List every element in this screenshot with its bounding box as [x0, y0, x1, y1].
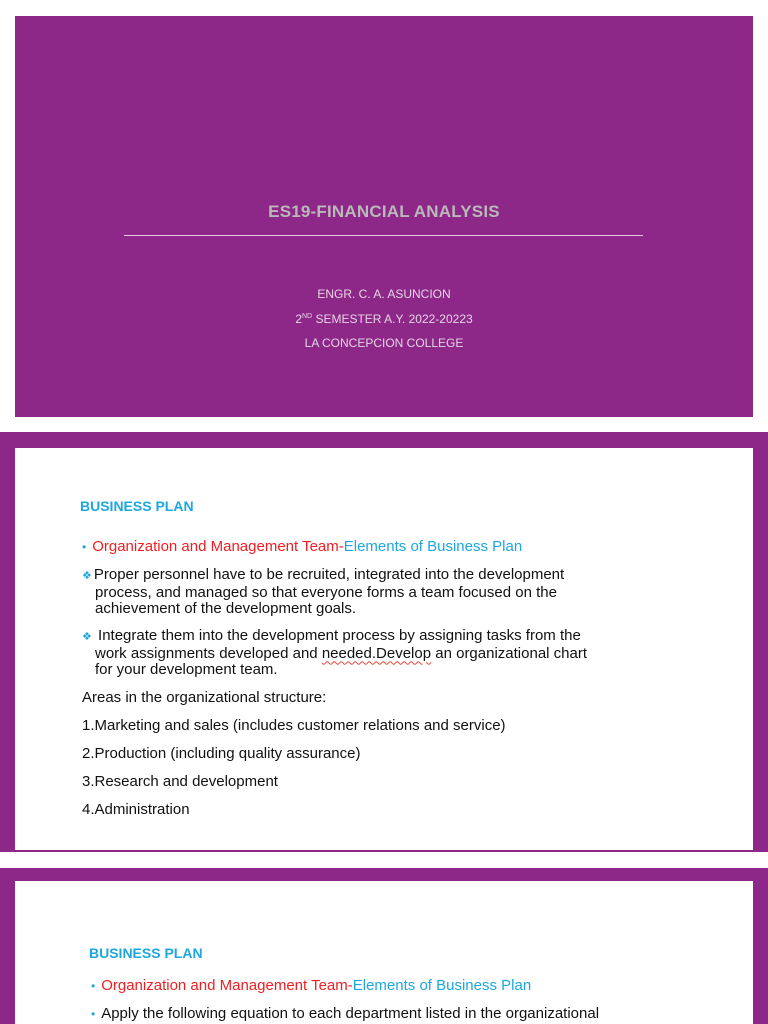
diamond-bullet-icon: ❖ [82, 631, 92, 643]
diamond-bullet-icon: ❖ [82, 570, 92, 582]
bullet-icon: • [91, 979, 96, 993]
author-line: ENGR. C. A. ASUNCION [317, 287, 451, 301]
paragraph-personnel: ❖ Proper personnel have to be recruited, integrated into the development process, and managed so that everyone forms a team focused on the achievement of the development goals. [82, 566, 565, 617]
list-item: 1.Marketing and sales (includes customer relations and service) [82, 717, 506, 734]
paragraph-integrate: ❖ Integrate them into the development process by assigning tasks from the work assignments developed and needed.Develop an organizational chart for your development team. [82, 627, 588, 678]
bullet-icon: • [91, 1007, 96, 1021]
slide-heading: BUSINESS PLAN [89, 945, 203, 961]
college-line: LA CONCEPCION COLLEGE [304, 336, 464, 350]
bullet-organization-team: • Organization and Management Team-Elements of Business Plan [82, 538, 523, 555]
spellcheck-word: needed.Develop [321, 644, 432, 662]
title-divider [124, 235, 643, 236]
bullet-organization-team: • Organization and Management Team-Elements of Business Plan [91, 977, 532, 994]
bullet-apply-equation: • Apply the following equation to each department listed in the organizational [91, 1005, 600, 1022]
slide-heading: BUSINESS PLAN [80, 498, 194, 514]
list-item: 4.Administration [82, 801, 190, 818]
list-item: 3.Research and development [82, 773, 278, 790]
slide-3 [15, 881, 753, 1024]
title-slide [15, 16, 753, 417]
bullet-icon: • [82, 540, 87, 554]
slide-2 [15, 448, 753, 850]
list-item: 2.Production (including quality assurance) [82, 745, 361, 762]
semester-line: 2ND SEMESTER A.Y. 2022-20223 [295, 312, 473, 326]
slide-title: ES19-FINANCIAL ANALYSIS [268, 202, 500, 221]
areas-label: Areas in the organizational structure: [82, 689, 327, 706]
